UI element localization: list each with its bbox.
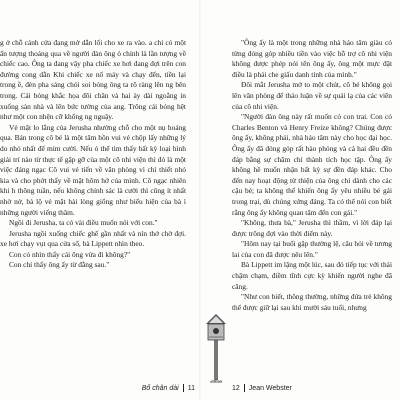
left-paragraph-2: Vẻ mặt lo lắng của Jerusha nhường chỗ cho một nụ hoáng qua. Bản trong cô bé là một tâm hồn vui vẻ chộp lấy những lý do nhỏ nhất để mỉm cười. Nếu ó thể tìm thấy bất kỳ loại hình giải trí nào từ thực tế gặp gỡ của một cô nhi viện thì đó là một việc đáng ngạc Cô vui vẻ tiến về văn phòng vì chỉ thiết nhỏ kia và cho phớt thấy về mặt hôm hở của mình. Cô ngạc nhiên khi h thông tuần, nếu không chính sác là cười thì cũng ít nhất nhờ nở, bà lộ vẻ mặt hài lòng giống như biểu hiện của bà ì những người viếng thăm. <box>0 122 186 217</box>
right-paragraph-3: "Người đàn ông này rất muốn có con trai. Con có Charles Benton và Henry Freize không? Chúng được ông ấy, không phải, nhà hảo tâm này cho học đại học. Ông ấy đã đóng góp rất hào phóng và cả hai đều đền đáp bằng sự chăm chỉ thành tích học tập. Ông ấy không hề muốn nhận bất kỳ sự đền đáp khác. Cho đến nay hoạt động từ thiện của ông chỉ dành cho các cậu bé; ta không thể khiến ông ấy yêu nhiều bé gái trong trại, dù chúng xứng đáng. Ta có thể nói con biết rằng ông ấy không quan tâm đến con gái." <box>232 112 392 217</box>
right-paragraph-4: "Không, thưa bà," Jerusha thì thầm, vì lời đáp lại được trông đợi vào thời điểm này. <box>232 218 392 238</box>
right-paragraph-2: Đôi mắt Jerusha mở to một chút, cô bé không gọi lên văn phòng để thảo luận về sự quái lạ của các viên của cô nhi viện. <box>232 80 392 111</box>
right-page-footer <box>232 384 292 392</box>
book-title: Bố chân dài <box>141 384 179 392</box>
right-paragraph-6: Bà Lippett im lặng một lúc, sau đó tiếp tục với thái chậm chạm, điềm tĩnh cực kỳ khiến người nghe đã căng. <box>232 260 392 291</box>
left-page <box>0 38 186 378</box>
left-page-footer <box>120 384 195 392</box>
right-paragraph-1: "Ông ấy là một trong những nhà hảo tâm giàu có từng đóng góp nhiều tiền vào việc hỗ trợ cô nhi viện không được phép nói tên ông ấy, ông một mực đặt điều là phải che giấu danh tính của mình." <box>232 38 392 79</box>
birdhouse-illustration <box>205 312 227 386</box>
right-page-number: 12 <box>232 384 240 392</box>
right-paragraph-5: "Hôm nay tại buổi gặp thường lệ, câu hỏi về tương lai của con đã được nêu lên." <box>232 239 392 259</box>
left-paragraph-6: Con chỉ thấy ông ấy từ đằng sau." <box>9 260 110 270</box>
left-paragraph-4: Jerusha ngồi xuống chiếc ghế gần nhất và nín thở chờ đợi. xe hơi chạy vụt qua cửa sổ, bà Lippett nhìn theo. <box>0 228 186 249</box>
right-paragraph-7: "Như con biết, thông thường, những đứa trẻ không thể được giữ lại sau khi mười sáu tuổi, nhưng <box>232 292 392 312</box>
left-paragraph-5: Con có nhìn thấy cái ông vừa đi không?" <box>9 249 131 259</box>
left-paragraph-1: g ở chỗ cánh cửa đang mở dẫn lối cho xe ra vào. a chỉ có một ấn tượng thoáng qua về người đàn ông ó chính là lần tượng về chiếc cao. Ông ta đang vậy pha chiếc xe hơi đang đợi trên con đường cong dẫn Khi chiếc xe nổ máy và chạy đến, tiền lại trong ề, đèn pha sáng chói soi bóng ông ta rõ ràng lên ng bên trong. Cái bóng khắc họa đôi chân và hai ày dài ngoằng in xuống sàn nhà và lên bức tường của ang. Trông cái bóng hệt như một con nhện cỡ khổng ng nguậy. <box>0 38 186 122</box>
book-gutter <box>199 0 201 400</box>
footer-divider <box>183 384 184 392</box>
left-page-number: 11 <box>187 384 195 392</box>
left-paragraph-3: Ngồi đi Jerusha, ta có vài điều muốn nói với con." <box>9 218 158 228</box>
footer-divider <box>244 384 245 392</box>
right-page <box>232 38 392 378</box>
author-name: Jean Webster <box>248 384 292 392</box>
